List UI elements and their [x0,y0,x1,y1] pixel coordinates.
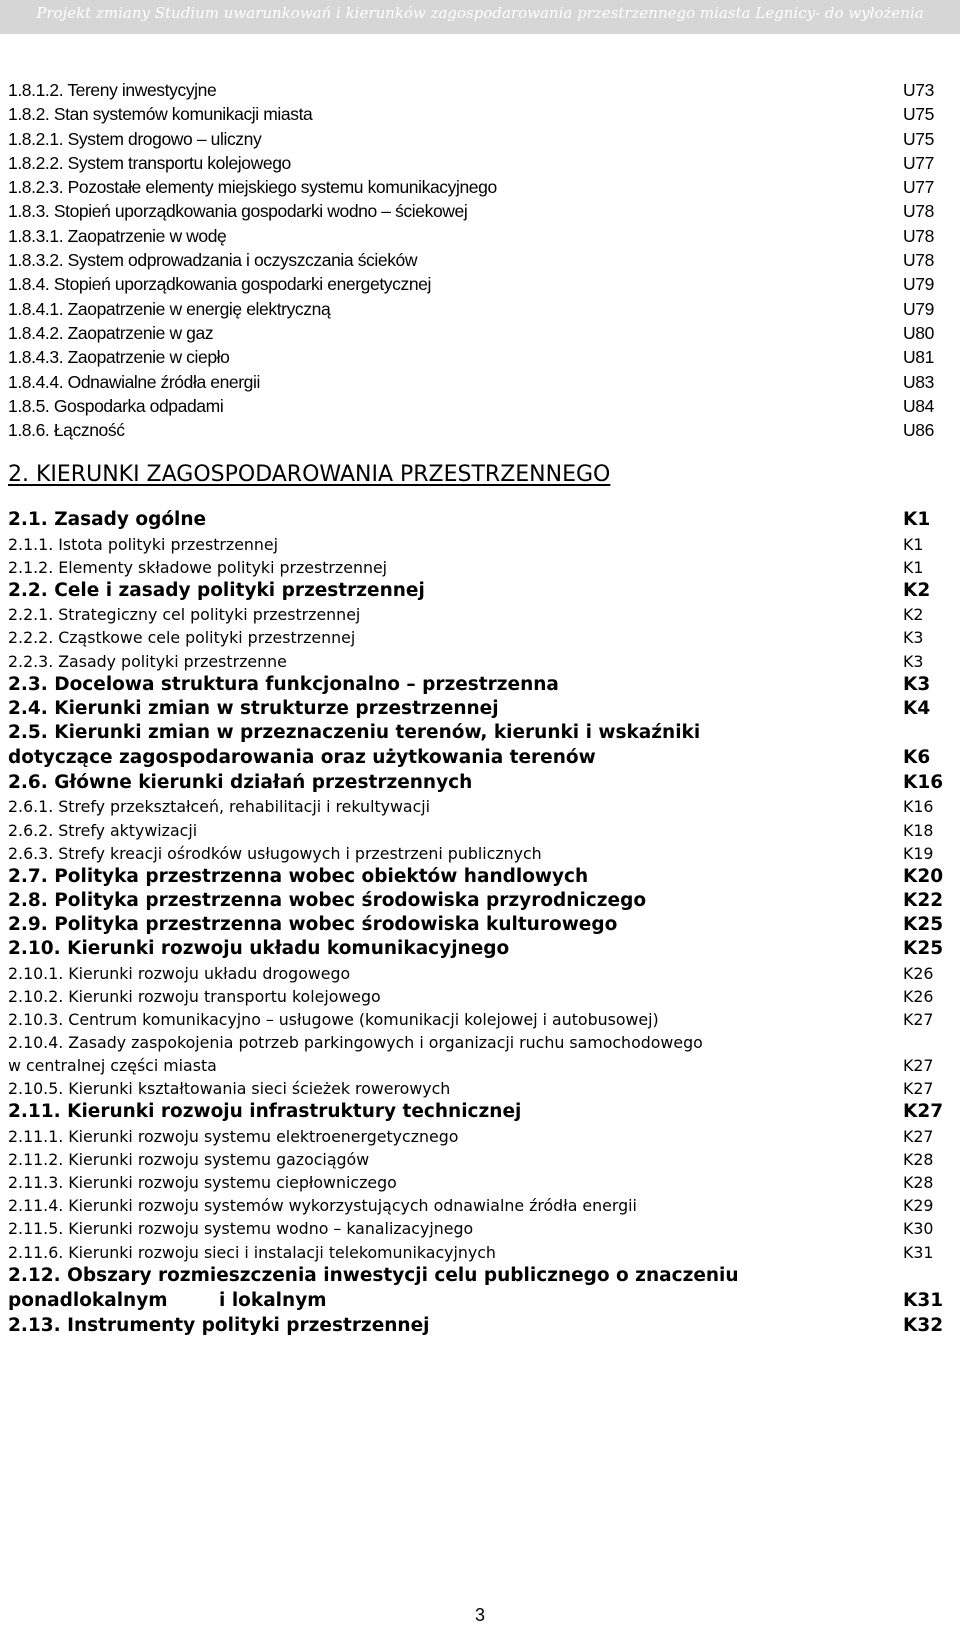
toc-entry-title: 2.11.6. Kierunki rozwoju sieci i instalacji telekomunikacyjnych [8,1242,496,1262]
toc-entry-page: K31 [903,1242,934,1262]
toc-entry[interactable] [8,579,938,603]
toc-entry-title: 2.6.1. Strefy przekształceń, rehabilitacji i rekultywacji [8,797,431,817]
toc-entry[interactable] [8,626,938,649]
toc-entry-page: K29 [903,1196,934,1216]
toc-entry[interactable] [8,913,944,937]
toc-entry-page: U77 [903,152,934,173]
toc-entry-title: 1.8.3. Stopień uporządkowania gospodarki wodno – ściekowej [8,201,468,222]
toc-entry-page: K27 [903,1010,934,1030]
toc-entry[interactable] [8,1217,938,1240]
toc-entry-page: K32 [903,1314,944,1336]
toc-entry-page: U78 [903,225,934,246]
toc-entry[interactable] [8,673,938,697]
toc-entry[interactable] [8,937,944,961]
toc-entry-page: K3 [903,628,924,648]
toc-entry-title: 2.11.5. Kierunki rozwoju systemu wodno – kanalizacyjnego [8,1219,474,1239]
page-number: 3 [474,1605,485,1625]
toc-entry[interactable] [8,78,938,102]
toc-entry-page: K19 [903,843,934,863]
toc-entry[interactable] [8,889,944,913]
toc-entry-title: 2.2.2. Cząstkowe cele polityki przestrzennej [8,628,356,648]
toc-entry-title: 2.2.1. Strategiczny cel polityki przestrzennej [8,605,361,625]
toc-entry-page: K3 [903,651,924,671]
toc-entry[interactable] [8,508,938,532]
toc-entry-title: 1.8.3.2. System odprowadzania i oczyszczania ścieków [8,250,418,271]
toc-entry-title: 2.6. Główne kierunki działań przestrzennych [8,772,473,794]
toc-entry[interactable] [8,199,938,223]
toc-entry-page: K25 [903,938,944,960]
toc-entry-title: 1.8.4.1. Zaopatrzenie w energię elektryczną [8,298,331,319]
table-of-contents [8,78,944,1338]
toc-entry-title: 2.2. Cele i zasady polityki przestrzennej [8,580,425,602]
toc-entry-page: K25 [903,914,944,936]
toc-entry[interactable] [8,1125,938,1148]
toc-entry[interactable] [8,1171,938,1194]
toc-entry[interactable] [8,370,938,394]
toc-entry-title: 2.10.1. Kierunki rozwoju układu drogowego [8,963,351,983]
chapter-heading [8,460,938,494]
toc-entry[interactable] [8,224,938,248]
toc-entry-title: 1.8.2.1. System drogowo – uliczny [8,128,262,149]
toc-entry-page: K28 [903,1149,934,1169]
toc-entry-page: U78 [903,201,934,222]
toc-entry[interactable] [8,603,938,626]
toc-entry-title: 2.11. Kierunki rozwoju infrastruktury technicznej [8,1101,522,1123]
toc-entry-title: 1.8.5. Gospodarka odpadami [8,395,224,416]
toc-entry-title: 2.13. Instrumenty polityki przestrzennej [8,1314,430,1336]
toc-entry[interactable] [8,962,938,985]
toc-entry-page: U77 [903,177,934,198]
toc-entry[interactable] [8,1264,944,1314]
toc-entry-title: 2.1.1. Istota polityki przestrzennej [8,534,279,554]
toc-entry-page: U83 [903,371,934,392]
toc-entry[interactable] [8,1194,938,1217]
toc-entry[interactable] [8,345,938,369]
toc-entry[interactable] [8,175,938,199]
toc-entry-page: K30 [903,1219,934,1239]
toc-entry[interactable] [8,842,938,865]
toc-entry-page: U81 [903,347,934,368]
toc-entry-page: U79 [903,274,934,295]
toc-entry-page: U80 [903,322,934,343]
toc-entry-page: K28 [903,1172,934,1192]
toc-entry-title: 1.8.4.4. Odnawialne źródła energii [8,371,260,392]
toc-entry-title: 2.6.3. Strefy kreacji ośrodków usługowych i przestrzeni publicznych [8,843,542,863]
toc-entry-page: K1 [903,557,924,577]
toc-entry[interactable] [8,1314,944,1338]
toc-entry[interactable] [8,151,938,175]
page-header [0,0,960,34]
toc-entry[interactable] [8,248,938,272]
toc-entry-page: K16 [903,797,934,817]
toc-entry-title: 2.1.2. Elementy składowe polityki przestrzennej [8,557,388,577]
toc-entry-page: K26 [903,963,934,983]
toc-entry[interactable] [8,795,938,818]
toc-entry[interactable] [8,1100,944,1124]
toc-entry-page: K1 [903,509,931,531]
toc-entry[interactable] [8,102,938,126]
toc-entry[interactable] [8,127,938,151]
toc-entry-page: K31 [903,1289,944,1311]
toc-entry-title: 1.8.6. Łączność [8,420,125,441]
toc-entry-title: 1.8.2.3. Pozostałe elementy miejskiego systemu komunikacyjnego [8,177,497,198]
toc-entry-title: 2.11.4. Kierunki rozwoju systemów wykorzystujących odnawialne źródła energii [8,1196,637,1216]
toc-entry-page: K27 [903,1126,934,1146]
toc-entry-page: K27 [903,1056,934,1076]
toc-section-u [8,78,938,442]
toc-entry[interactable] [8,418,938,442]
toc-entry-title: 1.8.4. Stopień uporządkowania gospodarki energetycznej [8,274,432,295]
toc-entry-title: 2.10.2. Kierunki rozwoju transportu kolejowego [8,986,381,1006]
toc-entry-title: 2.1. Zasady ogólne [8,509,207,531]
header-title: Projekt zmiany Studium uwarunkowań i kierunków zagospodarowania przestrzennego miasta Legnicy- do wyłożenia [36,4,924,22]
toc-entry[interactable] [8,819,938,842]
toc-entry-title: 1.8.2.2. System transportu kolejowego [8,152,291,173]
toc-entry-page: K2 [903,580,931,602]
toc-entry-title: 2.6.2. Strefy aktywizacji [8,820,198,840]
toc-entry-page: U75 [903,128,934,149]
toc-entry-page: U86 [903,420,934,441]
toc-entry[interactable] [8,1031,938,1077]
toc-entry-title: 1.8.2. Stan systemów komunikacji miasta [8,104,313,125]
toc-entry-page: U78 [903,250,934,271]
toc-entry[interactable] [8,272,938,296]
toc-section-k [8,508,944,1337]
toc-entry-title: 2.10.5. Kierunki kształtowania sieci ścieżek rowerowych [8,1079,451,1099]
toc-entry-page: U73 [903,80,934,100]
toc-entry[interactable] [8,650,938,673]
toc-entry-title: 2.10.3. Centrum komunikacyjno – usługowe (komunikacji kolejowej i autobusowej) [8,1010,659,1030]
toc-entry-title: 1.8.4.3. Zaopatrzenie w ciepło [8,347,230,368]
toc-entry-title: 1.8.3.1. Zaopatrzenie w wodę [8,225,227,246]
toc-entry-title: 2.11.2. Kierunki rozwoju systemu gazociągów [8,1149,370,1169]
toc-entry[interactable] [8,697,938,721]
toc-entry-title: 2.8. Polityka przestrzenna wobec środowiska przyrodniczego [8,890,647,912]
toc-entry-page: K18 [903,820,934,840]
toc-entry-page: K6 [903,747,931,769]
toc-entry[interactable] [8,556,938,579]
toc-entry[interactable] [8,1077,938,1100]
toc-entry-title: 2.5. Kierunki zmian w przeznaczeniu terenów, kierunki i wskaźniki dotyczące zagospodarowania oraz użytkowania terenów [8,722,701,768]
toc-entry-page: K27 [903,1101,944,1123]
toc-entry[interactable] [8,533,938,556]
toc-entry[interactable] [8,1148,938,1171]
toc-entry-page: K1 [903,534,924,554]
chapter-title: 2. KIERUNKI ZAGOSPODAROWANIA PRZESTRZENNEGO [8,462,611,488]
toc-entry-page: K27 [903,1079,934,1099]
toc-entry-title: 2.12. Obszary rozmieszczenia inwestycji celu publicznego o znaczeniu ponadlokalnym i lokalnym [8,1264,739,1311]
toc-entry-title: 2.7. Polityka przestrzenna wobec obiektów handlowych [8,865,589,887]
toc-entry[interactable] [8,297,938,321]
toc-entry-page: K16 [903,772,944,794]
toc-entry[interactable] [8,321,938,345]
toc-entry-page: K20 [903,865,944,887]
toc-entry-title: 1.8.4.2. Zaopatrzenie w gaz [8,322,214,343]
toc-entry-title: 2.4. Kierunki zmian w strukturze przestrzennej [8,697,499,719]
toc-entry-title: 2.11.1. Kierunki rozwoju systemu elektroenergetycznego [8,1126,459,1146]
toc-entry[interactable] [8,771,944,795]
toc-entry-page: K26 [903,986,934,1006]
toc-entry[interactable] [8,985,938,1008]
toc-entry-page: K3 [903,673,931,695]
toc-entry[interactable] [8,865,944,889]
toc-entry-title: 2.9. Polityka przestrzenna wobec środowiska kulturowego [8,914,618,936]
toc-entry-title: 2.10.4. Zasady zaspokojenia potrzeb parkingowych i organizacji ruchu samochodowego w centralnej części miasta [8,1033,703,1076]
toc-entry[interactable] [8,394,938,418]
toc-entry-title: 2.10. Kierunki rozwoju układu komunikacyjnego [8,938,510,960]
toc-entry-page: K2 [903,605,924,625]
toc-entry-title: 2.2.3. Zasady polityki przestrzenne [8,651,287,671]
toc-entry-page: U84 [903,395,934,416]
toc-entry-page: K22 [903,890,944,912]
toc-entry[interactable] [8,721,938,771]
toc-entry[interactable] [8,1241,938,1264]
toc-entry-title: 2.11.3. Kierunki rozwoju systemu ciepłowniczego [8,1172,397,1192]
toc-entry-page: U75 [903,104,934,125]
toc-entry-page: U79 [903,298,934,319]
toc-entry-title: 2.3. Docelowa struktura funkcjonalno – przestrzenna [8,673,559,695]
toc-entry-title: 1.8.1.2. Tereny inwestycyjne [8,80,217,100]
toc-entry[interactable] [8,1008,938,1031]
toc-entry-page: K4 [903,697,931,719]
